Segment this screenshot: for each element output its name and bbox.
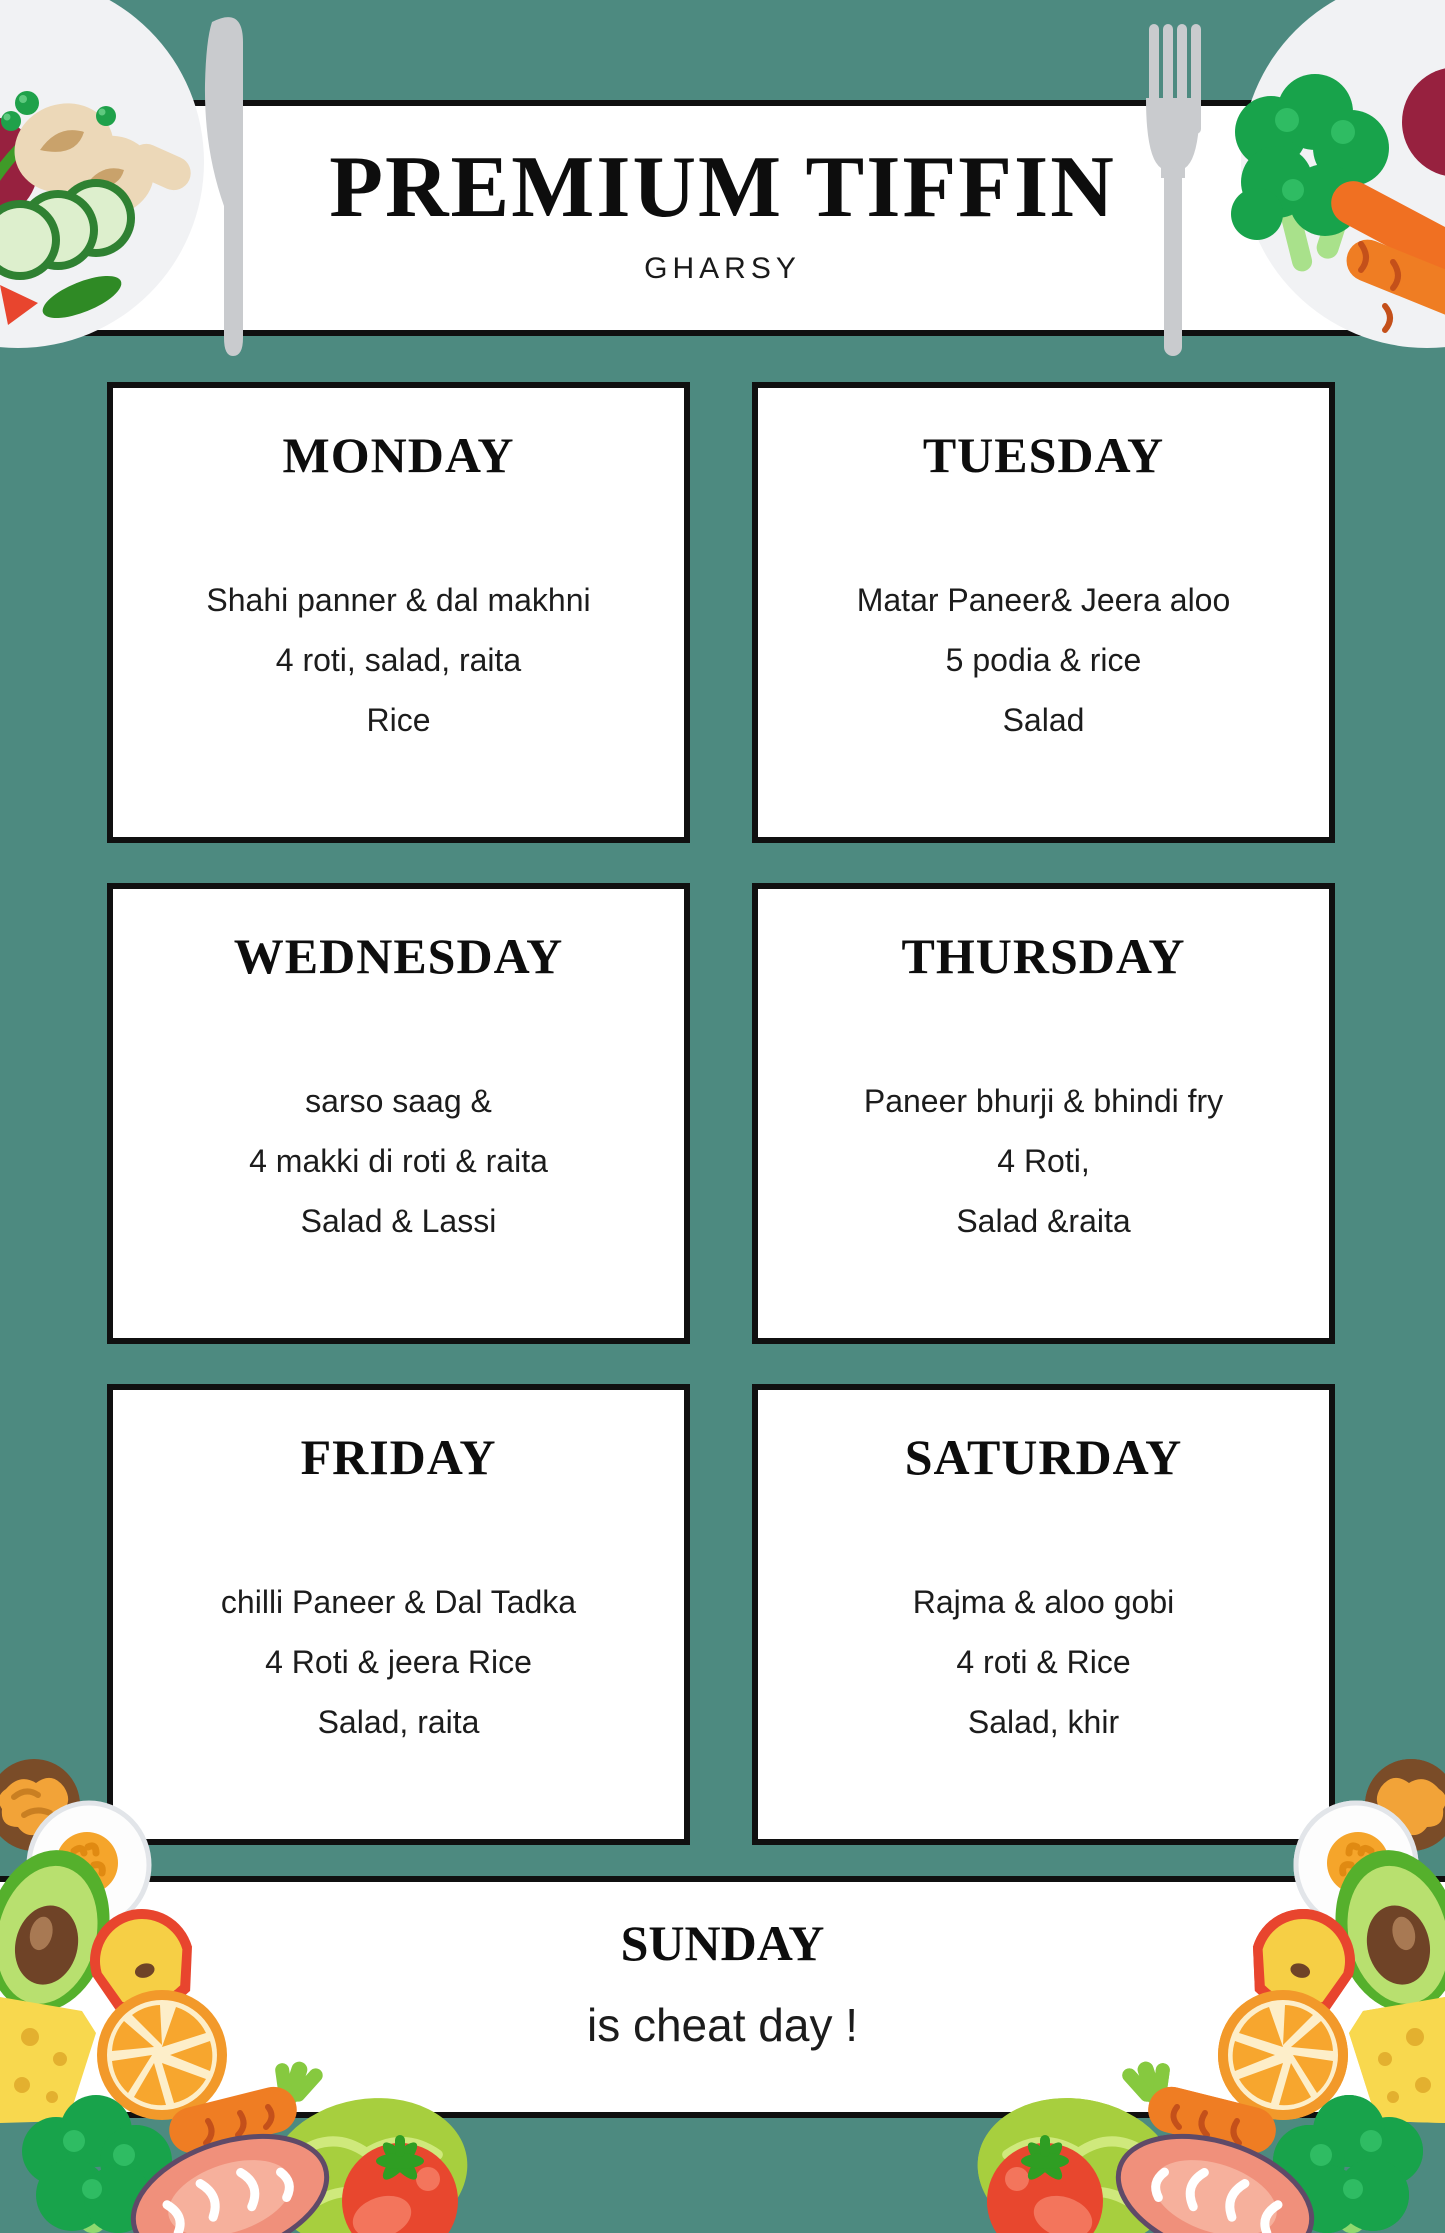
- sunday-message: is cheat day !: [586, 1999, 859, 2051]
- day-card-wednesday: [107, 883, 690, 1344]
- menu-line: Salad: [1002, 702, 1085, 738]
- day-title: WEDNESDAY: [233, 928, 564, 984]
- day-card-thursday: [752, 883, 1335, 1344]
- menu-line: 4 roti, salad, raita: [275, 642, 522, 678]
- poster-subtitle: GHARSY: [644, 252, 801, 285]
- menu-line: 4 Roti,: [997, 1143, 1090, 1179]
- tomato-icon: [987, 2135, 1103, 2233]
- sunday-title: SUNDAY: [620, 1915, 825, 1971]
- menu-line: chilli Paneer & Dal Tadka: [220, 1584, 577, 1620]
- header-banner: [0, 100, 1445, 336]
- day-card-tuesday: [752, 382, 1335, 843]
- tomato-icon: [342, 2135, 458, 2233]
- day-title: TUESDAY: [922, 427, 1165, 483]
- walnut-icon: [1365, 1759, 1445, 1851]
- menu-line: 5 podia & rice: [945, 642, 1142, 678]
- menu-line: Rajma & aloo gobi: [912, 1584, 1175, 1620]
- menu-line: 4 makki di roti & raita: [249, 1143, 548, 1179]
- day-title: MONDAY: [282, 427, 515, 483]
- menu-line: Matar Paneer& Jeera aloo: [856, 582, 1231, 618]
- menu-line: Salad & Lassi: [300, 1203, 497, 1239]
- walnut-icon: [0, 1759, 80, 1851]
- menu-line: Shahi panner & dal makhni: [206, 582, 591, 618]
- menu-line: Salad, raita: [317, 1704, 480, 1740]
- napkin-card-icon: [1305, 0, 1445, 63]
- menu-line: Rice: [366, 702, 431, 738]
- day-card-monday: [107, 382, 690, 843]
- day-title: THURSDAY: [901, 928, 1186, 984]
- poster-title: PREMIUM TIFFIN: [329, 139, 1116, 236]
- day-card-friday: [107, 1384, 690, 1845]
- salmon-steak-icon: [118, 2114, 343, 2233]
- day-title: FRIDAY: [300, 1429, 497, 1485]
- salmon-steak-icon: [1103, 2114, 1328, 2233]
- day-card-saturday: [752, 1384, 1335, 1845]
- menu-line: sarso saag &: [305, 1083, 492, 1119]
- sunday-banner: [0, 1876, 1445, 2118]
- menu-line: Salad &raita: [956, 1203, 1131, 1239]
- menu-line: 4 roti & Rice: [956, 1644, 1131, 1680]
- menu-line: Paneer bhurji & bhindi fry: [863, 1083, 1224, 1119]
- napkin-card-icon: [0, 0, 128, 61]
- day-title: SATURDAY: [904, 1429, 1183, 1485]
- menu-line: 4 Roti & jeera Rice: [265, 1644, 532, 1680]
- menu-line: Salad, khir: [967, 1704, 1120, 1740]
